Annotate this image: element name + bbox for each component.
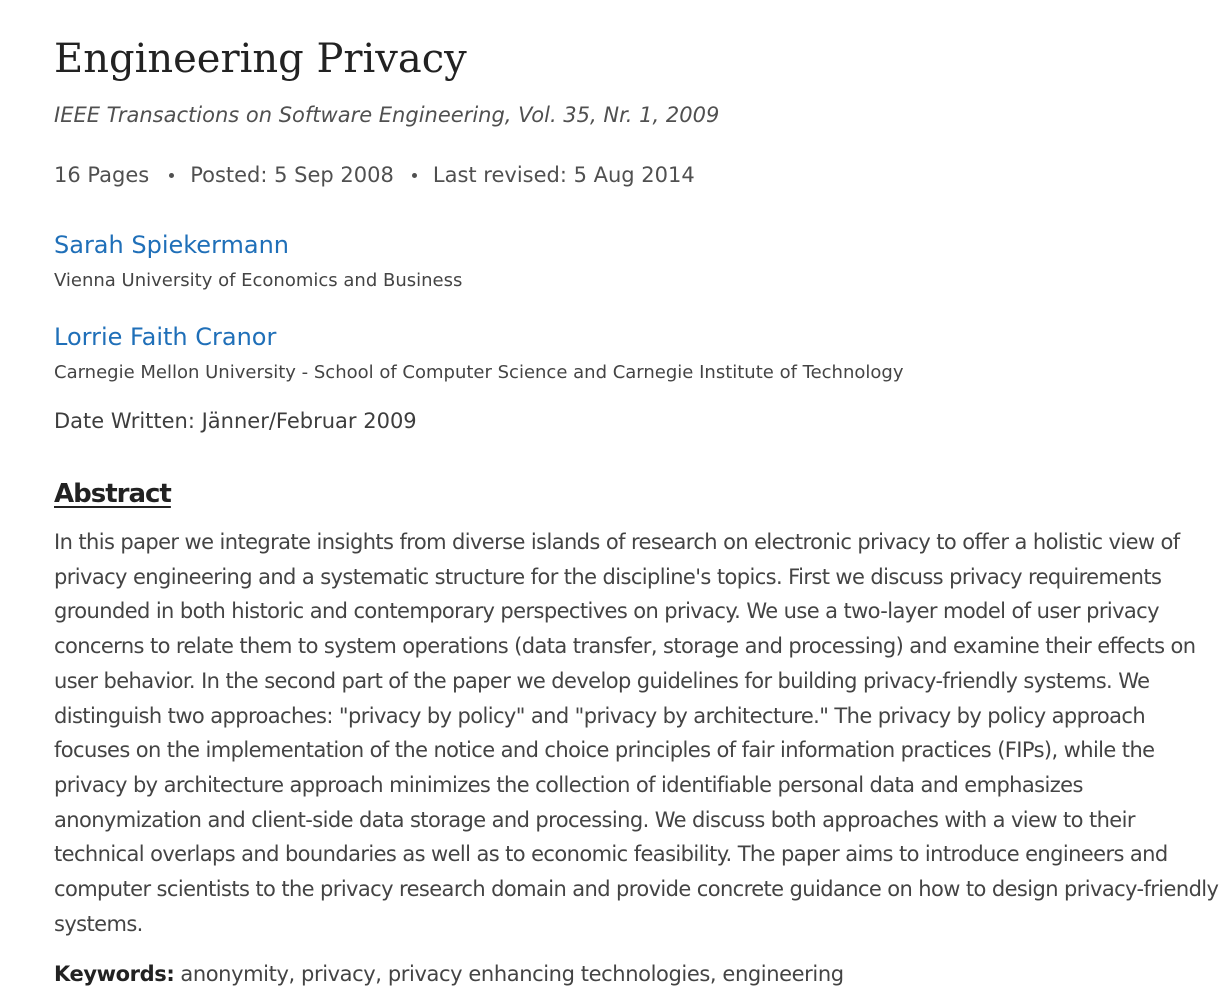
- author-link-spiekermann[interactable]: Sarah Spiekermann: [54, 231, 290, 259]
- paper-title: Engineering Privacy: [54, 36, 467, 82]
- keywords: [54, 957, 844, 991]
- abstract-heading: Abstract: [54, 479, 171, 509]
- author-link-cranor[interactable]: Lorrie Faith Cranor: [54, 323, 277, 351]
- paper-meta: [54, 159, 695, 191]
- abstract-text: In this paper we integrate insights from diverse islands of research on electronic privacy to offer a holistic view of privacy engineering and a systematic structure for the discipline's topics. First we discuss privacy requirements grounded in both historic and contemporary perspectives on privacy. We use a two-layer model of user privacy concerns to relate them to system operations (data transfer, storage and processing) and examine their effects on user behavior. In the second part of the paper we develop guidelines for building privacy-friendly systems. We distinguish two approaches: "privacy by policy" and "privacy by architecture." The privacy by policy approach focuses on the implementation of the notice and choice principles of fair information practices (FIPs), while the privacy by architecture approach minimizes the collection of identifiable personal data and emphasizes anonymization and client-side data storage and processing. We discuss both approaches with a view to their technical overlaps and boundaries as well as to economic feasibility. The paper aims to introduce engineers and computer scientists to the privacy research domain and provide concrete guidance on how to design privacy-friendly systems.: [54, 530, 1219, 936]
- page-count: 16 Pages: [54, 163, 150, 187]
- journal-citation: IEEE Transactions on Software Engineering, Vol. 35, Nr. 1, 2009: [54, 103, 720, 127]
- separator-dot-icon: [169, 173, 174, 178]
- posted-date: Posted: 5 Sep 2008: [190, 163, 394, 187]
- keywords-label: Keywords:: [54, 962, 175, 986]
- last-revised-date: Last revised: 5 Aug 2014: [432, 163, 695, 187]
- author-affiliation: Vienna University of Economics and Business: [54, 270, 463, 291]
- date-written: Date Written: Jänner/Februar 2009: [54, 409, 417, 433]
- keywords-value: anonymity, privacy, privacy enhancing technologies, engineering: [180, 962, 844, 986]
- author-affiliation: Carnegie Mellon University - School of Computer Science and Carnegie Institute of Technology: [54, 362, 904, 383]
- separator-dot-icon: [412, 173, 417, 178]
